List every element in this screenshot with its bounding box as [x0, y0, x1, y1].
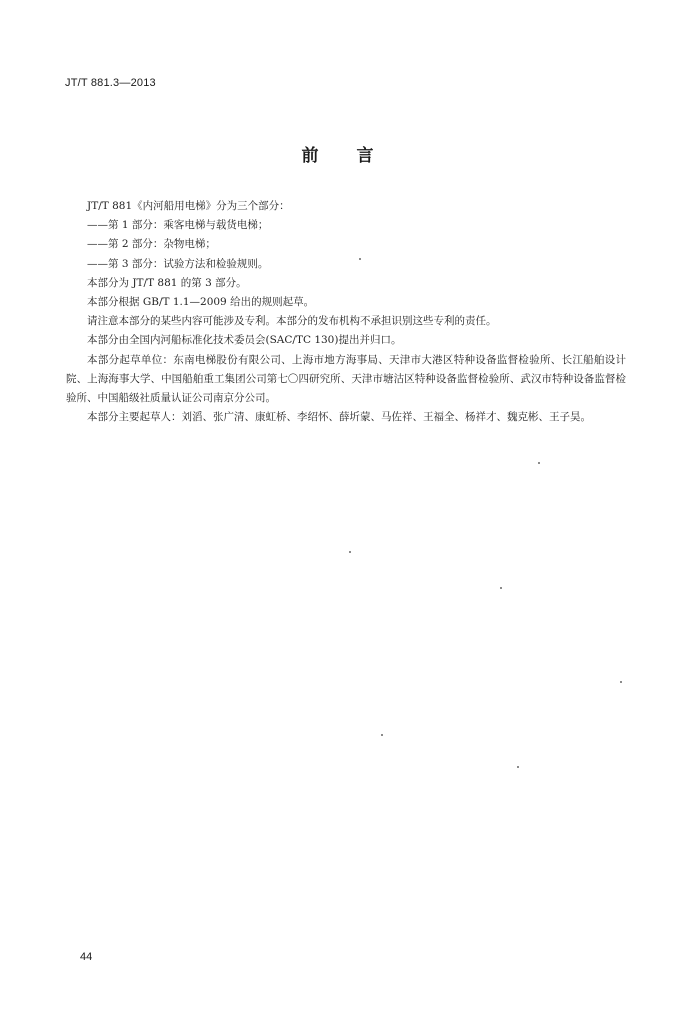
paragraph-patent-notice: 请注意本部分的某些内容可能涉及专利。本部分的发布机构不承担识别这些专利的责任。	[87, 315, 497, 328]
paragraph-this-part: 本部分为 JT/T 881 的第 3 部分。	[87, 276, 247, 289]
page-title	[0, 141, 675, 166]
paragraph-drafting-rules: 本部分根据 GB/T 1.1—2009 给出的规则起草。	[87, 296, 315, 309]
title-char-1: 前	[301, 146, 319, 166]
scan-speck	[381, 734, 383, 736]
page-number: 44	[80, 951, 93, 963]
list-item-part-3: ——第 3 部分：试验方法和检验规则。	[87, 257, 269, 270]
scan-speck	[538, 462, 540, 464]
scan-speck	[517, 766, 519, 768]
paragraph-proposer: 本部分由全国内河船标准化技术委员会(SAC/TC 130)提出并归口。	[87, 334, 402, 347]
scan-speck	[620, 681, 622, 683]
title-char-2: 言	[356, 146, 374, 166]
scan-speck	[500, 587, 502, 589]
scan-speck	[359, 258, 361, 260]
list-item-part-2: ——第 2 部分：杂物电梯；	[87, 238, 216, 251]
foreword-body	[66, 197, 626, 427]
paragraph-drafting-units: 本部分起草单位：东南电梯股份有限公司、上海市地方海事局、天津市大港区特种设备监督检验所、长江船舶设计院、上海海事大学、中国船舶重工集团公司第七〇四研究所、天津市塘沽区特种设备监督检验所、武汉市特种设备监督检验所、中国船级社质量认证公司南京分公司。	[66, 353, 626, 405]
list-item-part-1: ——第 1 部分：乘客电梯与载货电梯；	[87, 219, 269, 232]
scan-speck	[349, 551, 351, 553]
standard-code-header: JT/T 881.3—2013	[65, 77, 156, 89]
paragraph-drafters: 本部分主要起草人：刘滔、张广清、康虹桥、李绍怀、薛圻蒙、马佐祥、王福全、杨祥才、魏克彬、王子昊。	[87, 411, 591, 424]
paragraph-intro: JT/T 881《内河船用电梯》分为三个部分：	[87, 200, 290, 212]
